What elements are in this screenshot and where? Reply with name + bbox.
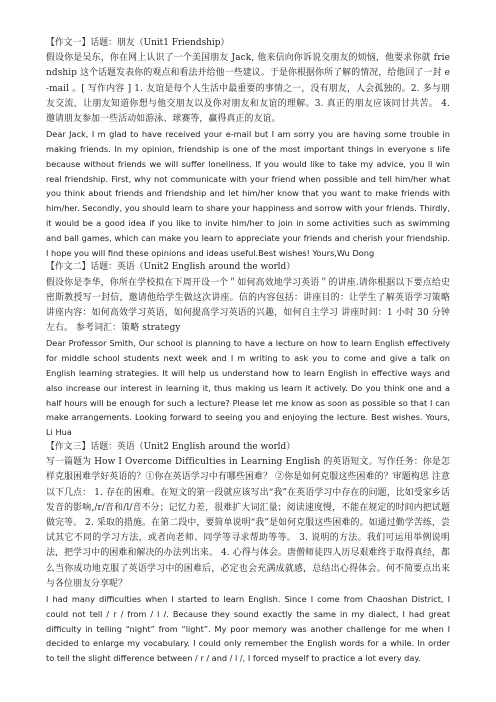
writing-prompt: 写一篇题为 How I Overcome Difficulties in Learning English 的英语短文。写作任务：你是怎样克服困难学好英语的？①你在英语学习中有哪些困难？ ②你是如何克服这些困难的？审题构思 注意以下几点： 1. 存在的困难。在短文的第一段就应该写出“我”在英语学习中存在的问题，比如受家乡话发音的影响,/r/音和/l/音不分；记忆力差，很难扩大词汇量；阅读速度慢，不能在规定的时间内把试题做完等。 2. 采取的措施。在第二段中，要简单说明“我”是如何克服这些困难的。如通过勤学苦练，尝试其它不同的学习方法，或者向老师、同学等寻求帮助等等。 3. 说明的方法。我们可运用举例说明法，把学习中的困难和解决的办法列出来。 4. 心得与体会。唐僧师徒四人历尽艰难终于取得真经，都么当你成功地克服了英语学习中的困难后，必定也会充满成就感，总结出心得体会。何不简要点出来与各位朋友分享呢？ — [46, 457, 450, 589]
section-title: 【作文三】话题：英语（Unit2 English around the world） — [46, 441, 296, 452]
section-english-lecture — [46, 260, 450, 440]
section-friendship — [46, 36, 450, 260]
writing-prompt: 假设你是吴东，你在网上认识了一个美国朋友 Jack, 他来信向你诉说交朋友的烦恼，他要求你就 friendship 这个话题发表你的观点和看法并给他一些建议。于是你根据你所了解的情况，给他回了一封 e-mail 。[ 写作内容 ] 1. 友谊是每个人生活中最重要的事情之一，没有朋友，人会孤独的。2. 多与朋友交流，让朋友知道你想与他交朋友以及你对朋友和友谊的理解。3. 真正的朋友应该同甘共苦。 4. 邀请朋友参加一些活动如游泳、球赛等，赢得真正的友谊。 — [46, 53, 450, 125]
writing-prompt: 假设你是李华，你所在学校拟在下周开设一个＂如何高效地学习英语＂的讲座.请你根据以下要点给史密斯教授写一封信，邀请他给学生做这次讲座。信的内容包括：讲座目的：让学生了解英语学习策略 讲座内容：如何高效学习英语，如何提高学习英语的兴趣，如何自主学习 讲座时间：1 小时 30 分钟左右。 参考词汇：策略 strategy — [46, 277, 450, 334]
section-title: 【作文一】话题：朋友（Unit1 Friendship） — [46, 38, 230, 48]
section-overcome-difficulties — [46, 440, 450, 666]
section-title: 【作文二】话题：英语（Unit2 English around the world） — [46, 262, 296, 273]
sample-essay: Dear Jack, I m glad to have received your e-mail but I am sorry you are having some trouble in making friends. In my opinion, friendship is one of the most important things in everyone s life because without friends we will suffer loneliness. If you would like to take my advice, you ll win real friendship. First, why not communicate with your friend when possible and tell him/her what you think about friends and friendship and let him/her know that you want to make friends with him/her. Secondly, you should learn to share your happiness and sorrow with your friends. Thirdly, it would be a good idea if you like to invite him/her to join in some activities such as swimming and ball games, which can make you learn to appreciate your friends and cherish your friendship. I hope you will find these opinions and ideas useful.Best wishes! Yours,Wu Dong — [46, 129, 450, 258]
sample-essay: I had many difficulties when I started to learn English. Since I come from Chaoshan District, I could not tell / r / from / l /. Because they sound exactly the same in my dialect, I had great difficulty in telling “night” from “light”. My poor memory was another challenge for me when I decided to enlarge my vocabulary. I could only remember the English words for a while. In order to tell the slight difference between / r / and / l /, I forced myself to practice a lot every day. — [46, 594, 450, 664]
sample-essay: Dear Professor Smith, Our school is planning to have a lecture on how to learn English effectively for middle school students next week and I m writing to ask you to come and give a talk on English learning strategies. It will help us understand how to learn English in effective ways and also increase our interest in learning it, thus making us learn it actively. Do you think one and a half hours will be enough for such a lecture? Please let me know as soon as possible so that I can make arrangements. Looking forward to seeing you and enjoying the lecture. Best wishes. Yours, Li Hua — [46, 338, 450, 438]
